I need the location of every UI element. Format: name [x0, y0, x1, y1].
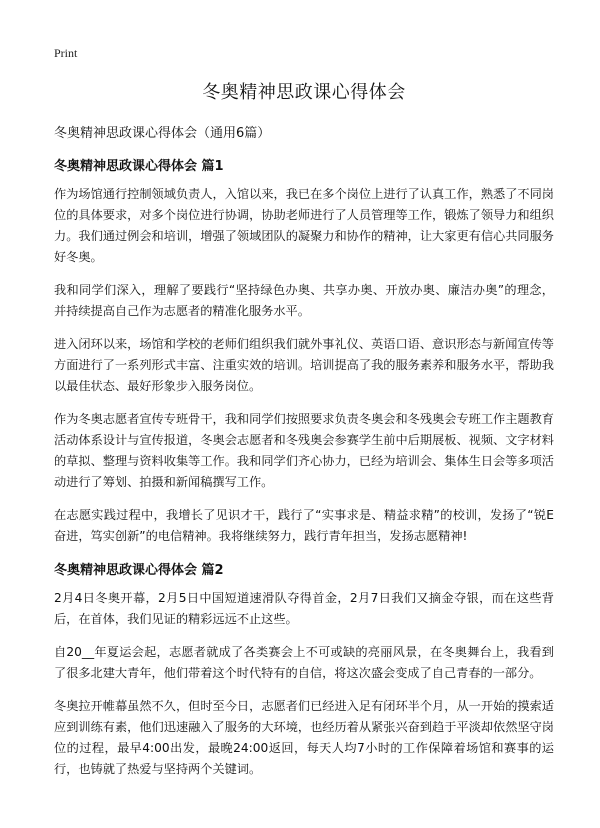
paragraph: 作为冬奥志愿者宣传专班骨干，我和同学们按照要求负责冬奥会和冬残奥会专班工作主题教育活动体系设计与宣传报道，冬奥会志愿者和冬残奥会参赛学生前中后期展板、视频、文字材料的草拟、整理与资料收集等工作。我和同学们齐心协力，已经为培训会、集体生日会等多项活动进行了筹划、拍摄和新闻稿撰写工作。: [54, 412, 554, 489]
paragraph: 在志愿实践过程中，我增长了见识才干，践行了“实事求是、精益求精”的校训，发扬了“锐E奋进，笃实创新”的电信精神。我将继续努力，践行青年担当，发扬志愿精神!: [54, 508, 554, 543]
paragraph: 2月4日冬奥开幕，2月5日中国短道速滑队夺得首金，2月7日我们又摘金夺银，而在这些背后，在首体，我们见证的精彩远远不止这些。: [54, 591, 554, 626]
section-heading: 冬奥精神思政课心得体会 篇2: [54, 563, 224, 578]
print-label[interactable]: Print: [54, 46, 78, 60]
paragraph: 作为场馆通行控制领域负责人，入馆以来，我已在多个岗位上进行了认真工作，熟悉了不同岗位的具体要求，对多个岗位进行协调，协助老师进行了人员管理等工作，锻炼了领导力和组织力。我们通过例会和培训，增强了领域团队的凝聚力和协作的精神，让大家更有信心共同服务好冬奥。: [54, 187, 554, 264]
section-1: [54, 155, 554, 547]
paragraph: 进入闭环以来，场馆和学校的老师们组织我们就外事礼仪、英语口语、意识形态与新闻宣传等方面进行了一系列形式丰富、注重实效的培训。培训提高了我的服务素养和服务水平，帮助我以最佳状态、最好形象步入服务岗位。: [54, 337, 554, 393]
document-subtitle: 冬奥精神思政课心得体会（通用6篇）: [54, 126, 271, 141]
paragraph: 自20__年夏运会起，志愿者就成了各类赛会上不可或缺的亮丽风景，在冬奥舞台上，我看到了很多北建大青年，他们带着这个时代特有的自信，将这次盛会变成了自己青春的一部分。: [54, 645, 554, 680]
paragraph: 冬奥拉开帷幕虽然不久，但时至今日，志愿者们已经进入足有闭环半个月，从一开始的摸索适应到训练有素，他们迅速融入了服务的大环境，也经历着从紧张兴奋到趋于平淡却依然坚守岗位的过程，最早4:00出发，最晚24:00返回，每天人均7小时的工作保障着场馆和赛事的运行，也铸就了热爱与坚持两个关键词。: [54, 699, 554, 776]
section-heading: 冬奥精神思政课心得体会 篇1: [54, 159, 224, 174]
page-title: 冬奥精神思政课心得体会: [202, 82, 406, 103]
document-page: [54, 78, 554, 792]
section-2: [54, 559, 554, 780]
paragraph: 我和同学们深入，理解了要践行“坚持绿色办奥、共享办奥、开放办奥、廉洁办奥”的理念，并持续提高自己作为志愿者的精准化服务水平。: [54, 283, 554, 318]
